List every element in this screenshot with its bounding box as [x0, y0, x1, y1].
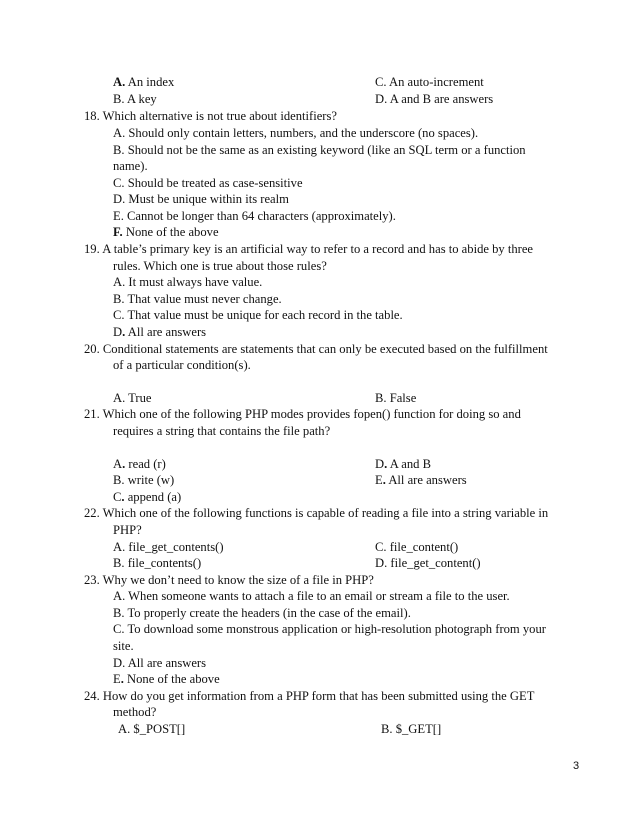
q18-option-d: D. Must be unique within its realm	[113, 192, 289, 206]
q21-option-c: C. append (a)	[113, 490, 182, 504]
q22-question-line1: 22. Which one of the following functions is capable of reading a file into a string variable in	[84, 506, 549, 520]
q22-option-c: C. file_content()	[375, 540, 459, 554]
q24-question-line2: method?	[113, 705, 157, 719]
q18-option-b-line1: B. Should not be the same as an existing keyword (like an SQL term or a function	[113, 143, 526, 157]
q19-option-d: D. All are answers	[113, 325, 207, 339]
q21-question-line2: requires a string that contains the file path?	[113, 424, 331, 438]
q24-option-b: B. $_GET[]	[381, 722, 442, 736]
q23-option-c-line1: C. To download some monstrous application or high-resolution photograph from your	[113, 622, 546, 636]
q18-option-b-line2: name).	[113, 159, 148, 173]
q21-option-a: A. read (r)	[113, 457, 166, 471]
q22-option-d: D. file_get_content()	[375, 556, 481, 570]
q22-question-line2: PHP?	[113, 523, 142, 537]
q18-option-f: F. None of the above	[113, 225, 219, 239]
page-number: 3	[573, 760, 580, 772]
q20-question-line2: of a particular condition(s).	[113, 358, 251, 372]
q24-option-a: A. $_POST[]	[118, 722, 186, 736]
q17-option-b: B. A key	[113, 92, 157, 106]
q20-option-b: B. False	[375, 391, 417, 405]
q21-question-line1: 21. Which one of the following PHP modes provides fopen() function for doing so and	[84, 407, 521, 421]
q23-option-e: E. None of the above	[113, 672, 220, 686]
q22-option-a: A. file_get_contents()	[113, 540, 224, 554]
q19-option-c: C. That value must be unique for each record in the table.	[113, 308, 403, 322]
q21-option-b: B. write (w)	[113, 473, 175, 487]
option-letter: A	[113, 75, 123, 89]
q17-option-d: D. A and B are answers	[375, 92, 494, 106]
q24-question-line1: 24. How do you get information from a PHP form that has been submitted using the GET	[84, 689, 535, 703]
q18-option-e: E. Cannot be longer than 64 characters (approximately).	[113, 209, 396, 223]
q19-option-b: B. That value must never change.	[113, 292, 282, 306]
q23-option-d: D. All are answers	[113, 656, 207, 670]
q17-option-c: C. An auto-increment	[375, 75, 484, 89]
q23-option-c-line2: site.	[113, 639, 134, 653]
q20-option-a: A. True	[113, 391, 152, 405]
q20-question-line1: 20. Conditional statements are statements that can only be executed based on the fulfillment	[84, 342, 548, 356]
q19-question-line1: 19. A table’s primary key is an artificial way to refer to a record and has to abide by three	[84, 242, 534, 256]
q17-option-a: A. An index	[113, 75, 175, 89]
q18-question: 18. Which alternative is not true about identifiers?	[84, 109, 337, 123]
q21-option-d: D. A and B	[375, 457, 432, 471]
q18-option-a: A. Should only contain letters, numbers, and the underscore (no spaces).	[113, 126, 479, 140]
q23-option-a: A. When someone wants to attach a file to an email or stream a file to the user.	[113, 589, 510, 603]
q18-option-c: C. Should be treated as case-sensitive	[113, 176, 303, 190]
q22-option-b: B. file_contents()	[113, 556, 202, 570]
q23-option-b: B. To properly create the headers (in the case of the email).	[113, 606, 411, 620]
q21-option-e: E. All are answers	[375, 473, 467, 487]
q23-question: 23. Why we don’t need to know the size of a file in PHP?	[84, 573, 374, 587]
q19-option-a: A. It must always have value.	[113, 275, 263, 289]
q19-question-line2: rules. Which one is true about those rules?	[113, 259, 327, 273]
